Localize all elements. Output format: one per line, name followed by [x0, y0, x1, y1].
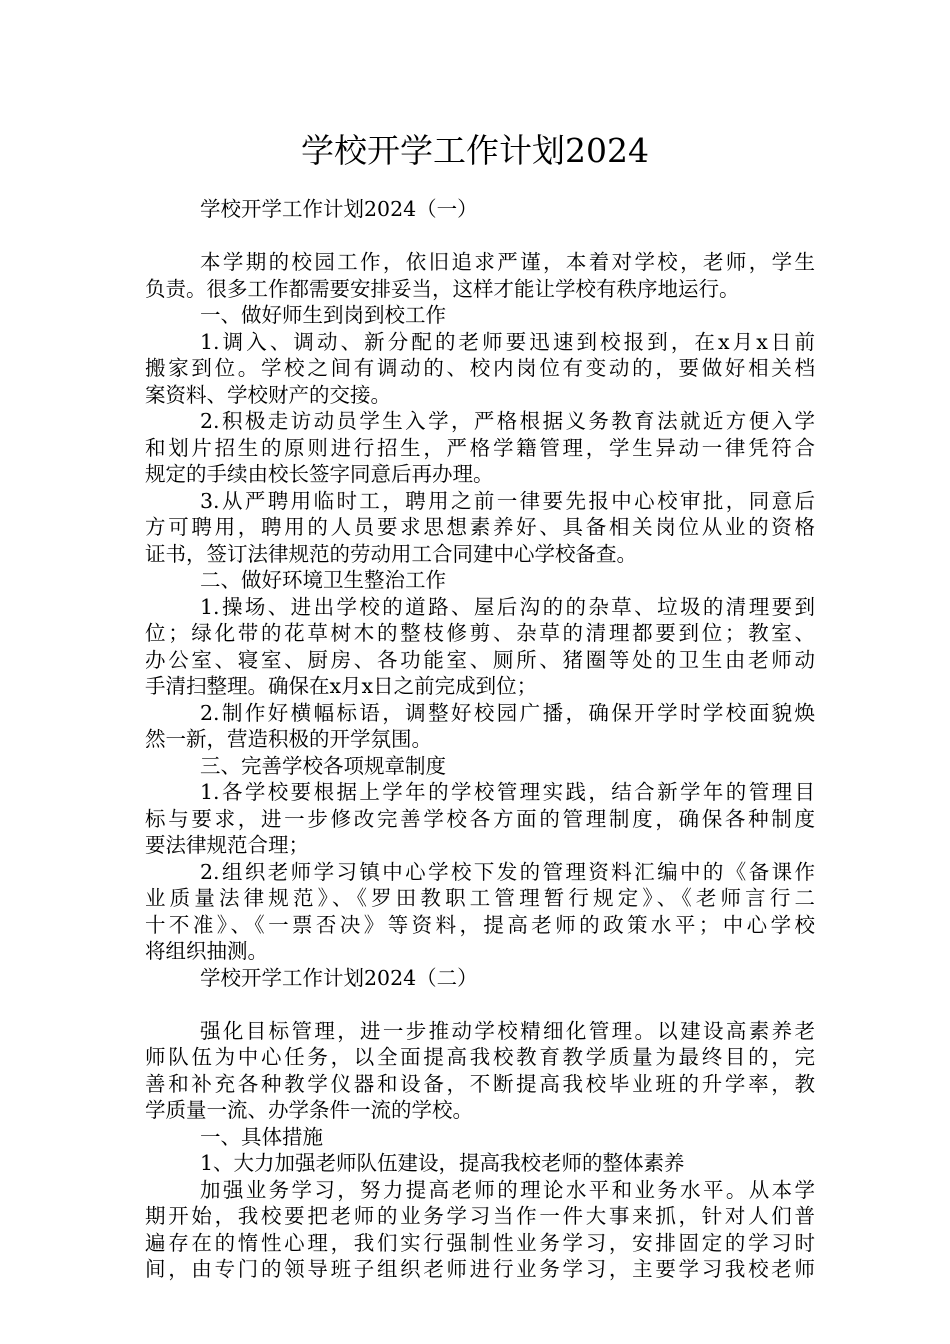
text-line: 要法律规范合理； [145, 833, 309, 857]
text-line: 强化目标管理，进一步推动学校精细化管理。以建设高素养老 [200, 1018, 815, 1043]
text-line: 业质量法律规范》、《罗田教职工管理暂行规定》、《老师言行二 [145, 886, 815, 910]
text-line: 1.各学校要根据上学年的学校管理实践，结合新学年的管理目 [200, 780, 815, 804]
document-title: 学校开学工作计划2024 [301, 131, 649, 170]
text-line: 将组织抽测。 [145, 939, 268, 963]
text-line: 十不准》、《一票否决》等资料，提高老师的政策水平；中心学校 [145, 912, 815, 937]
text-line: 位；绿化带的花草树木的整枝修剪、杂草的清理都要到位；教室、 [145, 621, 815, 645]
text-line: 2.制作好横幅标语，调整好校园广播，确保开学时学校面貌焕 [200, 700, 815, 725]
text-line: 办公室、寝室、厨房、各功能室、厕所、猪圈等处的卫生由老师动 [145, 647, 815, 672]
text-line: 证书，签订法律规范的劳动用工合同建中心学校备查。 [145, 541, 637, 566]
text-line: 和划片招生的原则进行招生，严格学籍管理，学生异动一律凭符合 [145, 435, 815, 460]
text-line: 规定的手续由校长签字同意后再办理。 [145, 462, 494, 486]
blank-line [145, 991, 815, 1018]
text-line: 本学期的校园工作，依旧追求严谨，本着对学校，老师，学生 [200, 250, 815, 274]
text-line: 方可聘用，聘用的人员要求思想素养好、具备相关岗位从业的资格 [145, 515, 815, 539]
text-line: 手清扫整理。确保在x月x日之前完成到位； [145, 674, 538, 698]
text-line: 学校开学工作计划2024（二） [200, 965, 478, 990]
text-line: 1.操场、进出学校的道路、屋后沟的的杂草、垃圾的清理要到 [200, 594, 815, 619]
blank-line [145, 223, 815, 250]
text-line: 负责。很多工作都需要安排妥当，这样才能让学校有秩序地运行。 [145, 276, 740, 301]
text-line: 然一新，营造积极的开学氛围。 [145, 727, 432, 751]
text-line: 遍存在的惰性心理，我们实行强制性业务学习，安排固定的学习时 [145, 1230, 815, 1255]
text-line: 间，由专门的领导班子组织老师进行业务学习，主要学习我校老师 [145, 1257, 815, 1281]
text-line: 二、做好环境卫生整治工作 [200, 568, 446, 592]
text-line: 1.调入、调动、新分配的老师要迅速到校报到，在x月x日前 [200, 329, 815, 354]
text-line: 标与要求，进一步修改完善学校各方面的管理制度，确保各种制度 [145, 806, 815, 831]
text-line: 三、完善学校各项规章制度 [200, 753, 446, 778]
text-line: 搬家到位。学校之间有调动的、校内岗位有变动的，要做好相关档 [145, 356, 815, 380]
text-line: 2.积极走访动员学生入学，严格根据义务教育法就近方便入学 [200, 409, 815, 433]
text-line: 一、具体措施 [200, 1124, 323, 1149]
text-line: 善和补充各种教学仪器和设备，不断提高我校毕业班的升学率，教 [145, 1071, 815, 1096]
text-line: 学质量一流、办学条件一流的学校。 [145, 1098, 473, 1122]
text-line: 2.组织老师学习镇中心学校下发的管理资料汇编中的《备课作 [200, 859, 815, 884]
text-line: 3.从严聘用临时工，聘用之前一律要先报中心校审批，同意后 [200, 488, 815, 513]
text-line: 案资料、学校财产的交接。 [145, 382, 391, 407]
text-line: 师队伍为中心任务，以全面提高我校教育教学质量为最终目的，完 [145, 1045, 815, 1069]
text-line: 一、做好师生到岗到校工作 [200, 303, 446, 327]
document-body [145, 196, 815, 1283]
text-line: 学校开学工作计划2024（一） [200, 197, 478, 221]
text-line: 期开始，我校要把老师的业务学习当作一件大事来抓，针对人们普 [145, 1204, 815, 1228]
text-line: 1、大力加强老师队伍建设，提高我校老师的整体素养 [200, 1151, 685, 1175]
text-line: 加强业务学习，努力提高老师的理论水平和业务水平。从本学 [200, 1177, 815, 1202]
